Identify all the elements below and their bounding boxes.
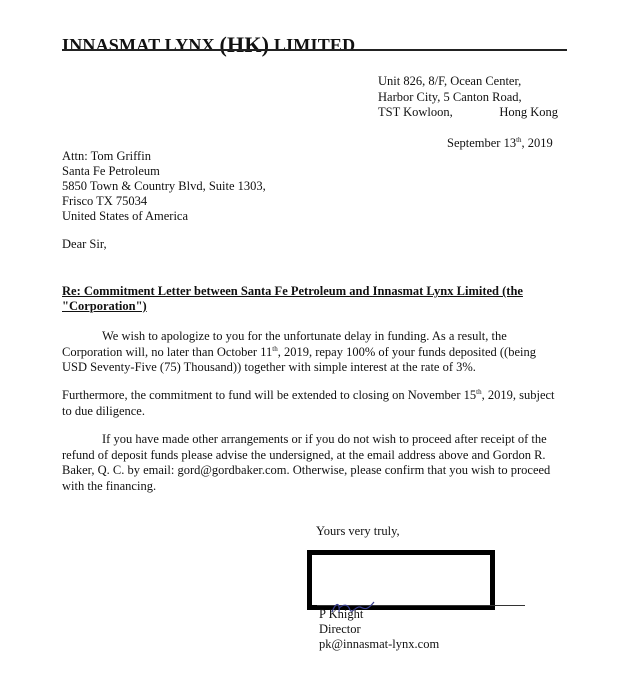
recipient-street: 5850 Town & Country Blvd, Suite 1303, [62,179,266,193]
company-name-part2: LIMITED [269,35,356,55]
paragraph-1-part1: We wish to apologize to you for the unfortunate delay in funding. As a result, the Corporation will, no later than October 11 [62,329,507,359]
paragraph-1 [62,329,557,376]
closing: Yours very truly, [316,524,400,538]
signatory-block [319,607,439,652]
recipient-company: Santa Fe Petroleum [62,164,160,178]
address-district: TST Kowloon, [378,105,453,119]
paragraph-1-ordinal: th [272,344,278,353]
letterhead-rule [62,49,567,51]
sender-address [378,74,558,121]
signatory-name: P Knight [319,607,364,621]
company-name-part1: INNASMAT LYNX [62,35,220,55]
subject-line: Re: Commitment Letter between Santa Fe Petroleum and Innasmat Lynx Limited (the "Corporation") [62,284,523,313]
date-year: , 2019 [521,136,553,150]
address-line-3 [378,105,558,121]
address-region: Hong Kong [499,105,558,119]
recipient-city: Frisco TX 75034 [62,194,148,208]
recipient-country: United States of America [62,209,189,223]
date-ordinal: th [516,136,522,144]
paragraph-2-part1: Furthermore, the commitment to fund will be extended to closing on November 15 [62,388,477,402]
address-line-1: Unit 826, 8/F, Ocean Center, [378,74,522,88]
recipient-attn: Attn: Tom Griffin [62,149,151,163]
paragraph-1-part2: , 2019, repay 100% of your funds deposited ((being USD Seventy-Five (75) Thousand)) together with simple interest at the rate of 3%. [62,344,536,374]
paragraph-2-part2: , 2019, subject to due diligence. [62,388,555,418]
signatory-title: Director [319,622,361,636]
company-letterhead [62,31,355,57]
paragraph-3: If you have made other arrangements or if you do not wish to proceed after receipt of the refund of deposit funds please advise the undersigned, at the email address above and Gordon R. Baker, Q. C. by email: gord@gordbaker.com. Otherwise, please confirm that you wish to proceed with the financing. [62,432,551,493]
paragraph-2-ordinal: th [476,388,482,396]
recipient-block [62,149,266,224]
signatory-email: pk@innasmat-lynx.com [319,637,440,651]
company-name-hk: (HK) [219,32,270,57]
letter-date [447,133,553,151]
address-line-2: Harbor City, 5 Canton Road, [378,89,522,104]
paragraph-2 [62,388,557,419]
salutation: Dear Sir, [62,237,107,251]
date-month-day: September 13 [447,136,517,150]
